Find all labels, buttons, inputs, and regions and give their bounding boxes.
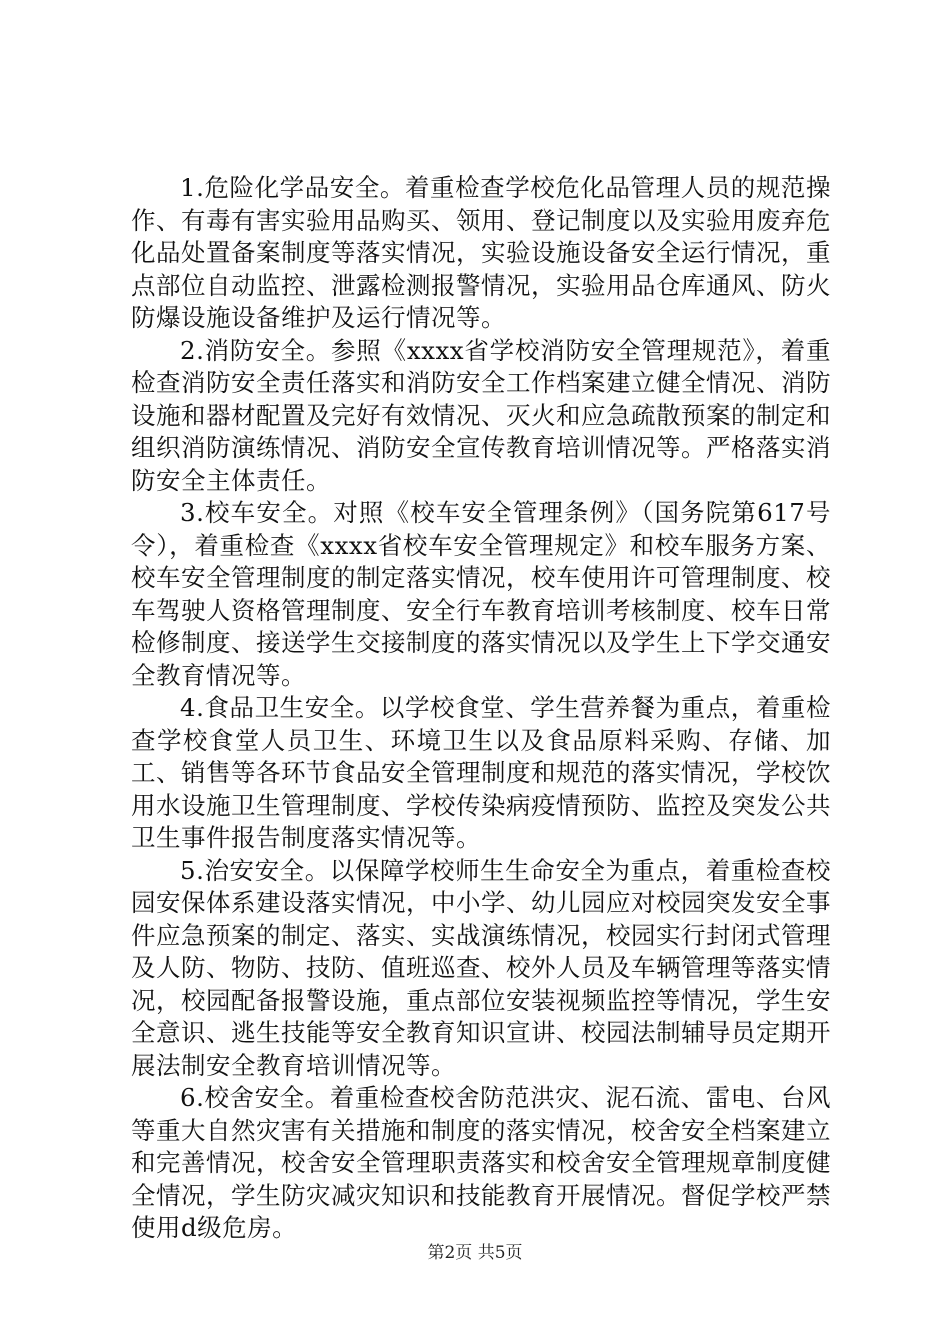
- paragraph-fire-safety: 2.消防安全。参照《xxxx省学校消防安全管理规范》，着重检查消防安全责任落实和消防安全工作档案建立健全情况、消防设施和器材配置及完好有效情况、灭火和应急疏散预案的制定和组织消防演练情况、消防安全宣传教育培训情况等。严格落实消防安全主体责任。: [131, 335, 831, 495]
- paragraph-food-hygiene: 4.食品卫生安全。以学校食堂、学生营养餐为重点，着重检查学校食堂人员卫生、环境卫生以及食品原料采购、存储、加工、销售等各环节食品安全管理制度和规范的落实情况，学校饮用水设施卫生管理制度、学校传染病疫情预防、监控及突发公共卫生事件报告制度落实情况等。: [131, 693, 831, 852]
- page-number-footer: 第2页 共5页: [427, 1243, 523, 1263]
- paragraph-public-security: 5.治安安全。以保障学校师生生命安全为重点，着重检查校园安保体系建设落实情况，中小学、幼儿园应对校园突发安全事件应急预案的制定、落实、实战演练情况，校园实行封闭式管理及人防、物防、技防、值班巡查、校外人员及车辆管理等落实情况，校园配备报警设施，重点部位安装视频监控等情况，学生安全意识、逃生技能等安全教育知识宣讲、校园法制辅导员定期开展法制安全教育培训情况等。: [131, 855, 831, 1080]
- paragraph-school-building-safety: 6.校舍安全。着重检查校舍防范洪灾、泥石流、雷电、台风等重大自然灾害有关措施和制度的落实情况，校舍安全档案建立和完善情况，校舍安全管理职责落实和校舍安全管理规章制度健全情况，学生防灾减灾知识和技能教育开展情况。督促学校严禁使用d级危房。: [131, 1083, 831, 1242]
- paragraph-school-bus-safety: 3.校车安全。对照《校车安全管理条例》（国务院第617号令），着重检查《xxxx省校车安全管理规定》和校车服务方案、校车安全管理制度的制定落实情况，校车使用许可管理制度、校车驾驶人资格管理制度、安全行车教育培训考核制度、校车日常检修制度、接送学生交接制度的落实情况以及学生上下学交通安全教育情况等。: [131, 498, 831, 690]
- document-body: [131, 172, 831, 1245]
- paragraph-hazardous-chemicals: 1.危险化学品安全。着重检查学校危化品管理人员的规范操作、有毒有害实验用品购买、领用、登记制度以及实验用废弃危化品处置备案制度等落实情况，实验设施设备安全运行情况，重点部位自动监控、泄露检测报警情况，实验用品仓库通风、防火防爆设施设备维护及运行情况等。: [131, 173, 831, 332]
